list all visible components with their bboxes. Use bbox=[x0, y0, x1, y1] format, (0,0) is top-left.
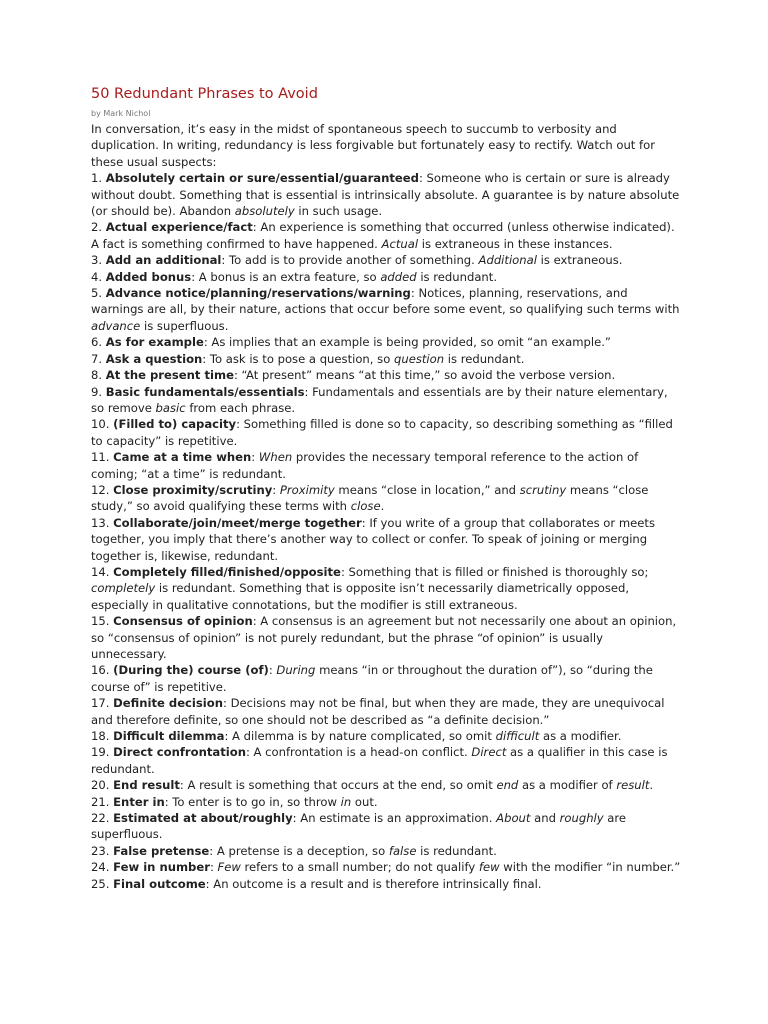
entry-term: False pretense bbox=[113, 843, 210, 858]
article-byline: by Mark Nichol bbox=[91, 109, 151, 118]
entry-example-word: Few bbox=[217, 860, 241, 875]
entry-text: is extraneous. bbox=[536, 253, 623, 268]
entry-text: : bbox=[251, 450, 259, 465]
entry-text: as a qualifier in this case is redundant. bbox=[91, 745, 668, 776]
phrase-entry bbox=[91, 384, 681, 417]
entry-number: 21. bbox=[91, 794, 110, 809]
entry-text: : Someone who is certain or sure is already without doubt. Something that is essential is intrinsically absolute. A guarantee is by nature absolute (or should be). Abandon bbox=[91, 171, 680, 219]
entry-number: 16. bbox=[91, 663, 110, 678]
entry-text: : A bonus is an extra feature, so bbox=[191, 269, 381, 284]
entry-text: is redundant. bbox=[444, 351, 525, 366]
entry-text: : bbox=[268, 663, 277, 678]
entry-number: 2. bbox=[91, 220, 103, 235]
entry-term: Came at a time when bbox=[113, 450, 252, 465]
entry-example-word: absolutely bbox=[234, 204, 295, 219]
entry-example-word: result bbox=[616, 778, 650, 793]
phrase-entry bbox=[91, 416, 681, 449]
entry-term: End result bbox=[113, 778, 180, 793]
phrase-entry bbox=[91, 876, 681, 892]
entry-example-word: roughly bbox=[559, 811, 604, 826]
entry-example-word: advance bbox=[91, 318, 141, 333]
entry-term: Close proximity/scrutiny bbox=[113, 482, 273, 497]
entry-example-word: completely bbox=[91, 581, 156, 596]
entry-term: At the present time bbox=[105, 368, 234, 383]
entry-number: 24. bbox=[91, 860, 110, 875]
entry-term: Few in number bbox=[113, 860, 210, 875]
entry-text: : An estimate is an approximation. bbox=[292, 811, 497, 826]
phrase-list bbox=[91, 170, 681, 892]
phrase-entry bbox=[91, 695, 681, 728]
entry-number: 15. bbox=[91, 614, 110, 629]
entry-text: provides the necessary temporal reference to the action of coming; “at a time” is redundant. bbox=[91, 450, 639, 481]
entry-number: 6. bbox=[91, 335, 103, 350]
entry-text: : To enter is to go in, so throw bbox=[164, 794, 341, 809]
article-title: 50 Redundant Phrases to Avoid bbox=[91, 86, 318, 102]
entry-number: 1. bbox=[91, 171, 103, 186]
entry-term: As for example bbox=[105, 335, 204, 350]
entry-text: is redundant. Something that is opposite isn’t necessarily diametrically opposed, especially in qualitative connotations, but the modifier is still extraneous. bbox=[91, 581, 630, 612]
phrase-entry bbox=[91, 728, 681, 744]
entry-example-word: basic bbox=[155, 400, 186, 415]
entry-example-word: When bbox=[258, 450, 293, 465]
phrase-entry bbox=[91, 334, 681, 350]
entry-text: in such usage. bbox=[294, 204, 383, 219]
phrase-entry bbox=[91, 744, 681, 777]
entry-text: : A pretense is a deception, so bbox=[209, 843, 389, 858]
entry-text: means “close in location,” and bbox=[334, 482, 520, 497]
entry-text: : An experience is something that occurred (unless otherwise indicated). A fact is something confirmed to have happened. bbox=[91, 220, 675, 251]
phrase-entry bbox=[91, 367, 681, 383]
entry-text: : bbox=[209, 860, 218, 875]
phrase-entry bbox=[91, 252, 681, 268]
entry-term: Ask a question bbox=[105, 351, 203, 366]
phrase-entry bbox=[91, 859, 681, 875]
entry-text: . bbox=[380, 499, 385, 514]
entry-text: is redundant. bbox=[416, 843, 497, 858]
entry-number: 13. bbox=[91, 515, 110, 530]
entry-text: : An outcome is a result and is therefore intrinsically final. bbox=[205, 876, 542, 891]
phrase-entry bbox=[91, 843, 681, 859]
phrase-entry bbox=[91, 285, 681, 334]
entry-text: is extraneous in these instances. bbox=[418, 236, 613, 251]
entry-text: refers to a small number; do not qualify bbox=[240, 860, 479, 875]
entry-term: (Filled to) capacity bbox=[113, 417, 237, 432]
entry-number: 20. bbox=[91, 778, 110, 793]
entry-example-word: added bbox=[380, 269, 417, 284]
entry-example-word: close bbox=[350, 499, 381, 514]
entry-example-word: scrutiny bbox=[519, 482, 567, 497]
entry-example-word: Actual bbox=[381, 236, 419, 251]
phrase-entry bbox=[91, 662, 681, 695]
article-intro: In conversation, it’s easy in the midst of spontaneous speech to succumb to verbosity and duplication. In writing, redundancy is less forgivable but fortunately easy to rectify. Watch out for these usual suspects: bbox=[91, 122, 655, 169]
entry-term: Actual experience/fact bbox=[105, 220, 253, 235]
entry-term: Estimated at about/roughly bbox=[113, 811, 293, 826]
entry-number: 3. bbox=[91, 253, 103, 268]
phrase-entry bbox=[91, 613, 681, 662]
phrase-entry bbox=[91, 515, 681, 564]
phrase-entry bbox=[91, 219, 681, 252]
phrase-entry bbox=[91, 269, 681, 285]
entry-text: means “close study,” so avoid qualifying these terms with bbox=[91, 482, 649, 514]
entry-term: Collaborate/join/meet/merge together bbox=[113, 515, 362, 530]
entry-example-word: difficult bbox=[495, 729, 540, 744]
entry-text: : As implies that an example is being provided, so omit “an example.” bbox=[203, 335, 611, 350]
entry-text: . bbox=[649, 778, 654, 793]
entry-text: : To add is to provide another of something. bbox=[221, 253, 479, 268]
entry-text: : A confrontation is a head-on conflict. bbox=[245, 745, 472, 760]
entry-text: : bbox=[272, 482, 280, 497]
entry-example-word: Proximity bbox=[279, 482, 335, 497]
entry-text: are superfluous. bbox=[91, 811, 627, 842]
entry-text: means “in or throughout the duration of”), so “during the course of” is repetitive. bbox=[91, 663, 653, 694]
entry-example-word: Direct bbox=[471, 745, 507, 760]
entry-term: Enter in bbox=[113, 794, 165, 809]
phrase-entry bbox=[91, 351, 681, 367]
entry-example-word: About bbox=[496, 811, 531, 826]
entry-number: 7. bbox=[91, 351, 103, 366]
entry-number: 19. bbox=[91, 745, 110, 760]
entry-term: Final outcome bbox=[113, 876, 206, 891]
phrase-entry bbox=[91, 564, 681, 613]
entry-term: Advance notice/planning/reservations/warning bbox=[105, 286, 411, 301]
entry-number: 12. bbox=[91, 482, 110, 497]
entry-number: 23. bbox=[91, 843, 110, 858]
entry-number: 10. bbox=[91, 417, 110, 432]
entry-text: is superfluous. bbox=[140, 318, 229, 333]
phrase-entry bbox=[91, 777, 681, 793]
entry-text: as a modifier of bbox=[518, 778, 617, 793]
entry-text: : Decisions may not be final, but when they are made, they are unequivocal and therefore definite, so one should not be described as “a definite decision.” bbox=[91, 696, 665, 727]
entry-term: Difficult dilemma bbox=[113, 729, 225, 744]
entry-number: 25. bbox=[91, 876, 110, 891]
article bbox=[91, 84, 681, 892]
phrase-entry bbox=[91, 482, 681, 515]
entry-number: 5. bbox=[91, 286, 103, 301]
phrase-entry bbox=[91, 794, 681, 810]
entry-text: : Fundamentals and essentials are by their nature elementary, so remove bbox=[91, 384, 668, 415]
entry-term: Consensus of opinion bbox=[113, 614, 253, 629]
entry-text: : A consensus is an agreement but not necessarily one about an opinion, so “consensus of opinion” is not purely redundant, but the phrase “of opinion” is usually unnecessary. bbox=[91, 614, 677, 661]
entry-term: Absolutely certain or sure/essential/guaranteed bbox=[105, 171, 419, 186]
entry-text: with the modifier “in number.” bbox=[499, 860, 681, 875]
entry-text: : Something that is filled or finished is thoroughly so; bbox=[340, 564, 649, 579]
entry-text: from each phrase. bbox=[185, 400, 296, 415]
entry-example-word: end bbox=[496, 778, 519, 793]
entry-text: out. bbox=[351, 794, 378, 809]
entry-text: : A result is something that occurs at the end, so omit bbox=[179, 778, 497, 793]
entry-term: Direct confrontation bbox=[113, 745, 246, 760]
entry-number: 14. bbox=[91, 564, 110, 579]
entry-number: 9. bbox=[91, 384, 103, 399]
entry-number: 22. bbox=[91, 811, 110, 826]
entry-term: Add an additional bbox=[105, 253, 222, 268]
entry-example-word: During bbox=[276, 663, 316, 678]
entry-text: : Something filled is done so to capacity, so describing something as “filled to capacity” is repetitive. bbox=[91, 417, 673, 448]
phrase-entry bbox=[91, 170, 681, 219]
entry-text: is redundant. bbox=[416, 269, 498, 284]
entry-term: Added bonus bbox=[105, 269, 192, 284]
entry-number: 8. bbox=[91, 368, 103, 383]
phrase-entry bbox=[91, 449, 681, 482]
entry-text: : If you write of a group that collaborates or meets together, you imply that there’s another way to collect or confer. To speak of joining or merging together is, likewise, redundant. bbox=[91, 515, 656, 563]
phrase-entry bbox=[91, 810, 681, 843]
entry-example-word: few bbox=[478, 860, 500, 875]
entry-text: : Notices, planning, reservations, and warnings are all, by their nature, actions that occur before some event, so qualifying such terms with bbox=[91, 286, 680, 317]
entry-number: 18. bbox=[91, 729, 110, 744]
entry-text: : A dilemma is by nature complicated, so omit bbox=[224, 729, 496, 744]
entry-text: and bbox=[530, 811, 560, 826]
entry-term: Completely filled/finished/opposite bbox=[113, 564, 341, 579]
entry-term: Definite decision bbox=[113, 696, 223, 711]
entry-term: (During the) course (of) bbox=[113, 663, 269, 678]
entry-number: 4. bbox=[91, 269, 103, 284]
entry-example-word: Additional bbox=[478, 253, 537, 268]
entry-text: : “At present” means “at this time,” so avoid the verbose version. bbox=[233, 368, 616, 383]
entry-number: 11. bbox=[91, 450, 110, 465]
entry-example-word: question bbox=[393, 351, 445, 366]
entry-number: 17. bbox=[91, 696, 110, 711]
entry-example-word: in bbox=[340, 794, 352, 809]
entry-text: : To ask is to pose a question, so bbox=[202, 351, 394, 366]
entry-example-word: false bbox=[388, 843, 417, 858]
entry-text: as a modifier. bbox=[539, 729, 622, 744]
entry-term: Basic fundamentals/essentials bbox=[105, 384, 305, 399]
